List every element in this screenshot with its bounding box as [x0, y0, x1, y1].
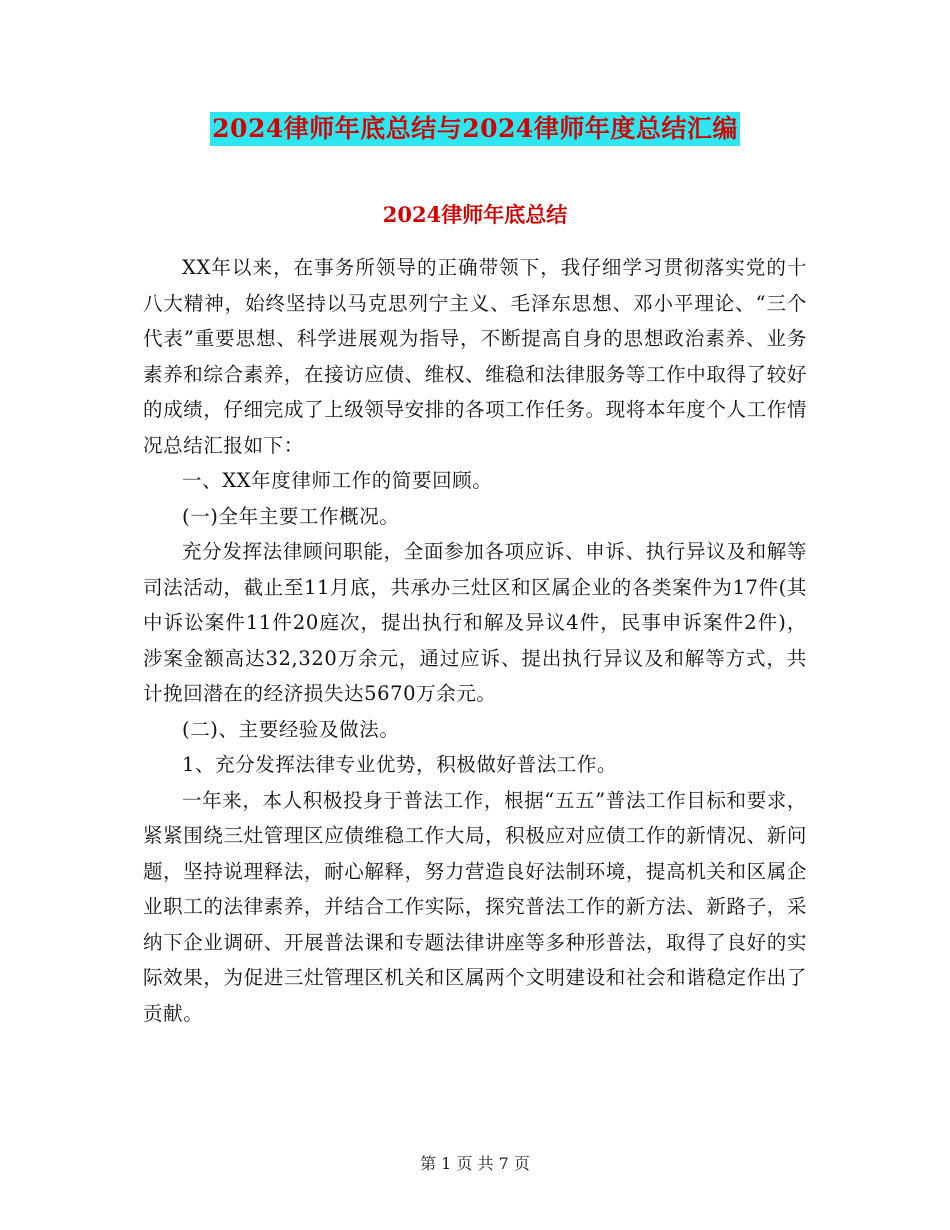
page-footer: 第 1 页 共 7 页 [420, 1154, 530, 1173]
paragraph-intro: XX年以来，在事务所领导的正确带领下，我仔细学习贯彻落实党的十八大精神，始终坚持以马克思列宁主义、毛泽东思想、邓小平理论、“三个代表”重要思想、科学进展观为指导，不断提高自身的思想政治素养、业务素养和综合素养，在接访应债、维权、维稳和法律服务等工作中取得了较好的成绩，仔细完成了上级领导安排的各项工作任务。现将本年度个人工作情况总结汇报如下： [143, 256, 807, 457]
heading-review: 一、XX年度律师工作的简要回顾。 [182, 469, 493, 492]
document-title [0, 112, 950, 146]
section-title: 2024律师年底总结 [382, 202, 568, 227]
subheading-experience: (二)、主要经验及做法。 [182, 717, 400, 741]
paragraph-overview: 充分发挥法律顾问职能，全面参加各项应诉、申诉、执行异议及和解等司法活动，截止至11月底，共承办三灶区和区属企业的各类案件为17件(其中诉讼案件11件20庭次，提出执行和解及异议4件，民事申诉案件2件)，涉案金额高达32,320万余元，通过应诉、提出执行异议及和解等方式，共计挽回潜在的经济损失达5670万余元。 [143, 540, 807, 705]
document-title-text: 2024律师年底总结与2024律师年度总结汇编 [210, 112, 740, 146]
paragraph-legal-education: 一年来，本人积极投身于普法工作，根据“五五”普法工作目标和要求，紧紧围绕三灶管理区应债维稳工作大局，积极应对应债工作的新情况、新问题，坚持说理释法，耐心解释，努力营造良好法制环境，提高机关和区属企业职工的法律素养，并结合工作实际，探究普法工作的新方法、新路子，采纳下企业调研、开展普法课和专题法律讲座等多种形普法，取得了良好的实际效果，为促进三灶管理区机关和区属两个文明建设和社会和谐稳定作出了贡献。 [143, 788, 807, 1025]
item-heading-1: 1、充分发挥法律专业优势，积极做好普法工作。 [182, 753, 618, 776]
document-body [143, 250, 807, 1031]
subheading-overview: (一)全年主要工作概况。 [182, 504, 400, 528]
